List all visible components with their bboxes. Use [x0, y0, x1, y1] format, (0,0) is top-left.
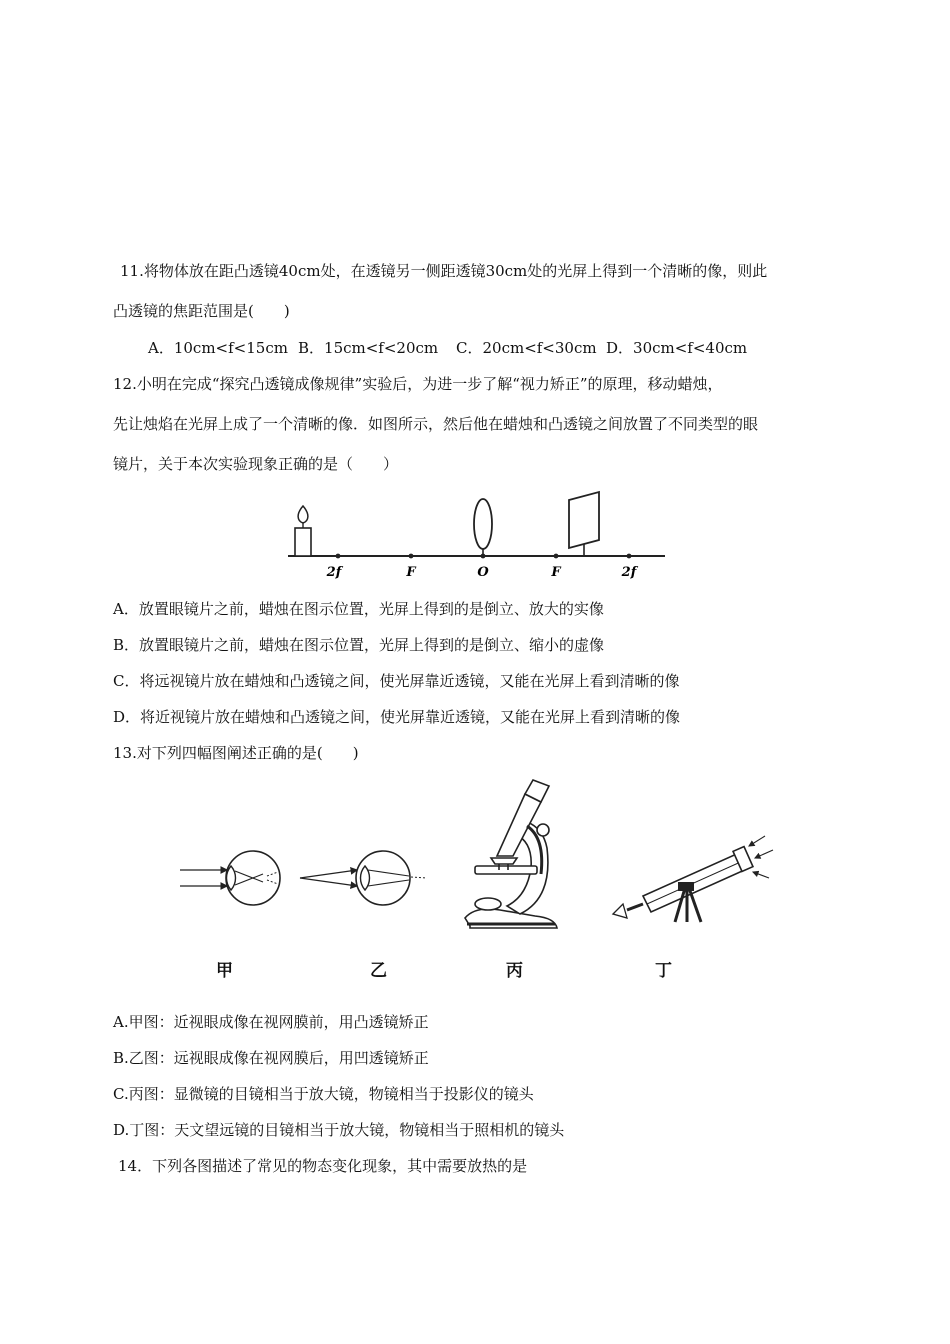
tick-f-right [554, 554, 559, 559]
figure-label-yi: 乙 [370, 961, 387, 981]
q12-option-b: B．放置眼镜片之前，蜡烛在图示位置，光屏上得到的是倒立、缩小的虚像 [113, 636, 605, 654]
q11-stem-line1: 11.将物体放在距凸透镜40cm处，在透镜另一侧距透镜30cm处的光屏上得到一个清晰的像，则此 [120, 262, 768, 280]
tick-2f-left [336, 554, 341, 559]
convex-lens-icon [474, 499, 492, 556]
q13-option-b: B.乙图：远视眼成像在视网膜后，用凹透镜矫正 [113, 1049, 429, 1067]
tick-f-left [409, 554, 414, 559]
q12-stem-line2: 先让烛焰在光屏上成了一个清晰的像．如图所示，然后他在蜡烛和凸透镜之间放置了不同类型的眼 [113, 415, 759, 433]
q12-stem-line1: 12.小明在完成“探究凸透镜成像规律”实验后，为进一步了解“视力矫正”的原理，移动蜡烛， [113, 375, 723, 393]
q11-option-c: C．20cm<f<30cm [456, 339, 597, 357]
figure-label-ding: 丁 [655, 961, 672, 981]
myopia-eye-icon [180, 851, 280, 905]
q13-stem: 13.对下列四幅图阐述正确的是( ) [113, 744, 359, 762]
optical-bench-figure [280, 488, 680, 583]
q11-option-a: A．10cm<f<15cm [148, 339, 288, 357]
microscope-icon [465, 780, 557, 928]
figure-label-jia: 甲 [216, 961, 233, 981]
q12-stem-line3: 镜片，关于本次实验现象正确的是（ ） [113, 455, 399, 473]
label-f-left: F [406, 565, 416, 580]
q12-option-c: C．将远视镜片放在蜡烛和凸透镜之间，使光屏靠近透镜，又能在光屏上看到清晰的像 [113, 672, 680, 690]
candle-icon [295, 506, 311, 556]
q12-option-a: A．放置眼镜片之前，蜡烛在图示位置，光屏上得到的是倒立、放大的实像 [113, 600, 604, 618]
q11-stem-line2: 凸透镜的焦距范围是( ) [113, 302, 290, 320]
q11-option-d: D．30cm<f<40cm [606, 339, 748, 357]
light-screen-icon [569, 492, 599, 556]
telescope-icon [613, 836, 773, 922]
q13-figures [175, 778, 795, 938]
hyperopia-eye-icon [300, 851, 427, 905]
label-f-right: F [551, 565, 561, 580]
figure-label-bing: 丙 [506, 961, 523, 981]
label-2f-right: 2f [621, 565, 637, 580]
tick-2f-right [627, 554, 632, 559]
q13-option-a: A.甲图：近视眼成像在视网膜前，用凸透镜矫正 [113, 1013, 429, 1031]
q13-option-d: D.丁图：天文望远镜的目镜相当于放大镜，物镜相当于照相机的镜头 [113, 1121, 565, 1139]
q13-option-c: C.丙图：显微镜的目镜相当于放大镜，物镜相当于投影仪的镜头 [113, 1085, 534, 1103]
q12-option-d: D．将近视镜片放在蜡烛和凸透镜之间，使光屏靠近透镜，又能在光屏上看到清晰的像 [113, 708, 681, 726]
label-o: O [477, 565, 489, 580]
label-2f-left: 2f [326, 565, 342, 580]
q14-stem: 14．下列各图描述了常见的物态变化现象，其中需要放热的是 [118, 1157, 528, 1175]
q11-option-b: B．15cm<f<20cm [298, 339, 439, 357]
tick-o [481, 554, 486, 559]
